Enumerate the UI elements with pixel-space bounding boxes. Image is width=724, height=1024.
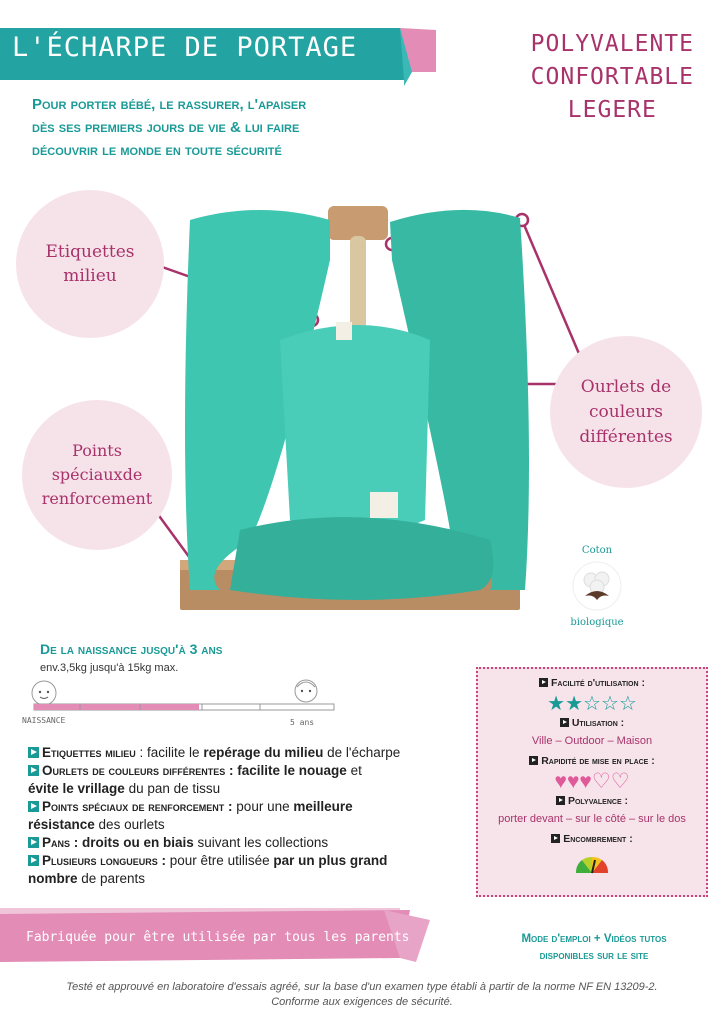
star-empty-icon: ☆ [583,693,601,715]
feature-highlight: droits ou en biais [82,835,194,850]
features-list [28,744,448,888]
page-title: L'ÉCHARPE DE PORTAGE [12,32,358,63]
cotton-label-top: Coton [581,545,613,556]
callout-labels-line: milieu [63,266,117,286]
star-filled-icon: ★ [565,693,584,715]
feature-text: du pan de tissu [124,781,221,796]
feature-row [28,816,448,834]
age-timeline [20,675,340,735]
feature-text: et [346,763,362,778]
baby-wrap-illustration [160,200,550,620]
heart-filled-icon: ♥ [554,770,567,793]
feature-text: facilite le [147,745,204,760]
feature-label: Etiquettes milieu [42,745,136,760]
heart-filled-icon: ♥ [566,770,580,793]
bullet-arrow-icon [28,855,39,866]
spec-box [476,667,708,897]
weight-range: env.3,5kg jusqu'à 15kg max. [40,662,179,674]
tagline-line: Pour porter bébé, le rassurer, l'apaiser [32,96,307,113]
feature-row [28,762,448,780]
versatility-value: porter devant – sur le côté – sur le dos [498,813,686,825]
bullet-arrow-icon [28,747,39,758]
callout-hems-line: couleurs [588,401,663,422]
timeline-start-label: NAISSANCE [22,716,66,725]
cotton-label-bottom: biologique [570,617,624,628]
callout-points-line: renforcement [41,489,153,508]
heart-filled-icon: ♥ [579,770,592,793]
callout-hems-bubble [550,336,702,488]
legal-notice [0,980,724,1010]
heart-empty-icon: ♡ [610,770,630,793]
feature-separator: : [135,745,148,760]
star-empty-icon: ☆ [618,693,637,715]
feature-label: Ourlets de couleurs différentes : [42,763,234,778]
feature-text: de parents [77,871,146,886]
callout-hems-line: Ourlets de [580,376,672,397]
versatility-title: Polyvalence : [478,795,706,807]
bulk-title: Encombrement : [478,833,706,845]
callout-points-line: Points [72,441,122,460]
feature-highlight: résistance [28,817,95,832]
feature-highlight: meilleure [293,799,353,814]
feature-label: Pans : [42,835,79,850]
heart-empty-icon: ♡ [591,770,611,793]
legal-line: Testé et approuvé en laboratoire d'essais agréé, sur la base d'un examen type établi à partir de la norme NF EN 13209-2. [66,981,658,993]
feature-highlight: par un plus grand [273,853,388,868]
tagline-line: dès ses premiers jours de vie & lui faire [32,119,300,136]
feature-highlight: facilite le nouage [237,763,347,778]
feature-row [28,744,448,762]
age-range-heading: De la naissance jusqu'à 3 ans [40,641,223,657]
speed-rating [478,769,706,791]
feature-row [28,798,448,816]
feature-highlight: repérage du milieu [203,745,324,760]
bullet-arrow-icon [28,801,39,812]
feature-text: suivant les collections [193,835,329,850]
tagline-line: découvrir le monde en toute sécurité [32,142,282,159]
timeline-end-label: 5 ans [290,718,315,727]
feature-row [28,834,448,852]
callout-hems-line: différentes [579,426,673,447]
legal-line: Conforme aux exigences de sécurité. [271,996,453,1008]
feature-text: des ourlets [94,817,165,832]
timeline-fill [34,704,199,710]
ease-title: Facilité d'utilisation : [478,677,706,689]
callout-labels-bubble [16,190,164,338]
bullet-arrow-icon [28,765,39,776]
site-note-line: Mode d'emploi + Vidéos tutos [521,933,667,945]
feature-text: de l'écharpe [323,745,401,760]
feature-label: Points spéciaux de renforcement : [42,799,233,814]
footer-banner-text: Fabriquée pour être utilisée par tous les parents [26,930,410,945]
bullet-arrow-icon [28,837,39,848]
feature-label: Plusieurs longueurs : [42,853,167,868]
feature-row [28,780,448,798]
site-note-line: disponibles sur le site [539,950,649,962]
quality-item: CONFORTABLE [530,64,694,90]
gauge-icon [572,851,612,875]
feature-row [28,852,448,870]
quality-item: POLYVALENTE [530,31,694,57]
feature-text: pour une [236,799,294,814]
usage-value: Ville – Outdoor – Maison [531,735,653,747]
speed-title: Rapidité de mise en place : [478,755,706,767]
star-empty-icon: ☆ [600,693,619,715]
site-note [480,931,708,965]
organic-cotton-badge [562,545,632,628]
cotton-flower-icon [571,560,623,612]
callout-points-line: spéciauxde [51,465,143,484]
star-filled-icon: ★ [547,693,566,715]
callout-points-bubble [22,400,172,550]
ease-rating [478,691,706,713]
feature-highlight: évite le vrillage [28,781,125,796]
usage-title: Utilisation : [478,717,706,729]
feature-row [28,870,448,888]
feature-highlight: nombre [28,871,78,886]
quality-item: LEGERE [567,97,657,123]
callout-labels-line: Etiquettes [45,242,135,262]
feature-text: pour être utilisée [169,853,274,868]
